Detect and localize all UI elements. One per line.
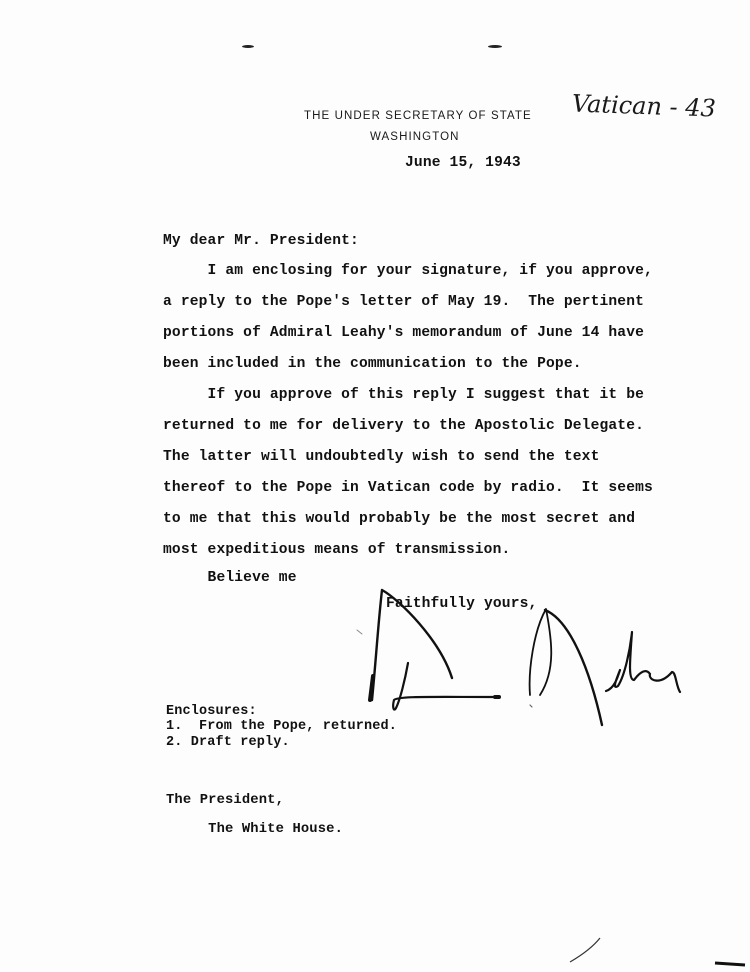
enclosure-item: 2. Draft reply. — [166, 735, 290, 750]
body-line: most expeditious means of transmission. — [163, 542, 511, 558]
enclosures-heading: Enclosures: — [166, 704, 257, 719]
body-line: portions of Admiral Leahy's memorandum of June 14 have — [163, 325, 645, 341]
letterhead-office: THE UNDER SECRETARY OF STATE — [304, 110, 532, 122]
salutation: My dear Mr. President: — [163, 233, 359, 249]
handwritten-file-note: Vatican - 43 — [571, 89, 717, 123]
letter-date: June 15, 1943 — [405, 155, 521, 171]
body-line: thereof to the Pope in Vatican code by radio. It seems — [163, 480, 653, 496]
enclosure-item: 1. From the Pope, returned. — [166, 719, 398, 734]
body-line: to me that this would probably be the most secret and — [163, 511, 636, 527]
addressee-line: The President, — [166, 793, 285, 808]
body-line: a reply to the Pope's letter of May 19. The pertinent — [163, 294, 645, 310]
body-line: been included in the communication to the Pope. — [163, 356, 582, 372]
letterhead-city: WASHINGTON — [370, 131, 460, 143]
closing: Faithfully yours, — [386, 596, 538, 612]
body-line: Believe me — [163, 570, 297, 586]
addressee-line: The White House. — [166, 822, 344, 837]
body-line: returned to me for delivery to the Apostolic Delegate. — [163, 418, 645, 434]
body-line: I am enclosing for your signature, if you approve, — [163, 263, 653, 279]
body-line: If you approve of this reply I suggest that it be — [163, 387, 645, 403]
body-line: The latter will undoubtedly wish to send the text — [163, 449, 600, 465]
